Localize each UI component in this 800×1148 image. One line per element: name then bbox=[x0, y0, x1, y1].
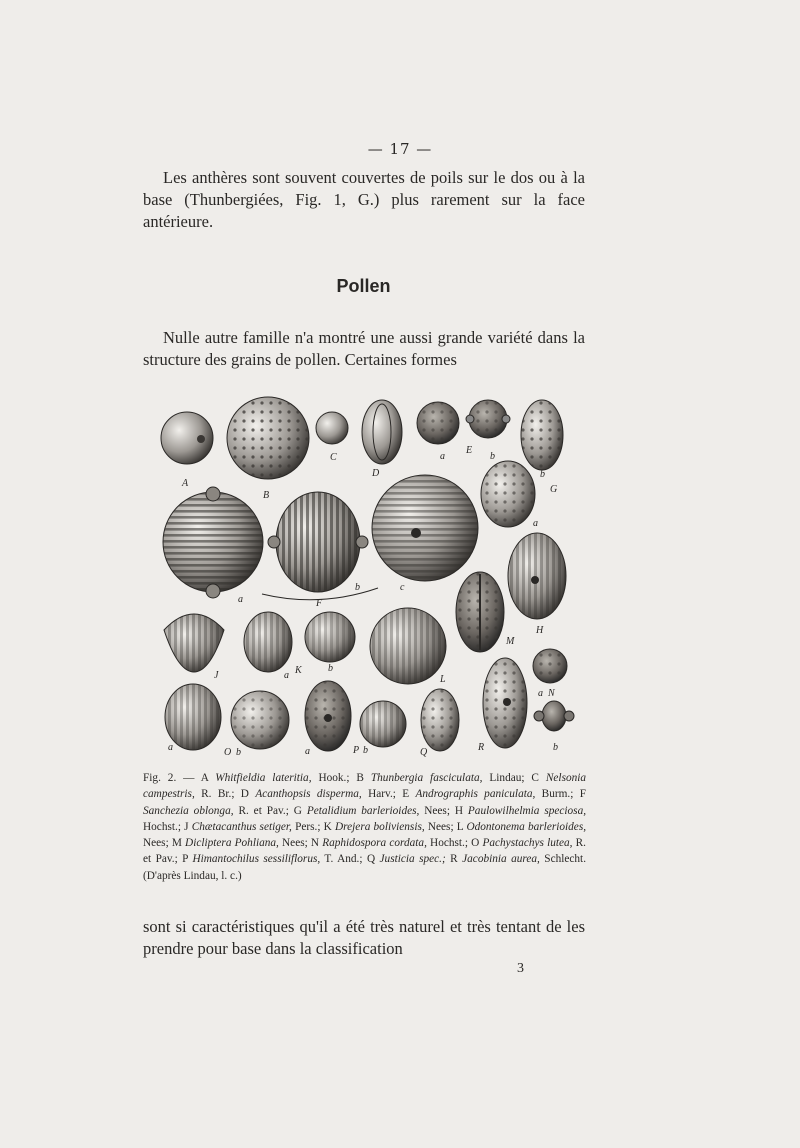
label-K-b: b bbox=[328, 663, 333, 674]
paragraph-classification: sont si caractéristiques qu'il a été très naturel et très tentant de les prendre pour base dans la classification bbox=[143, 917, 585, 958]
pollen-grain-M bbox=[456, 572, 504, 652]
signature-mark: 3 bbox=[517, 961, 524, 976]
pollen-grain-K-b bbox=[305, 612, 355, 662]
pollen-grain-J bbox=[164, 614, 224, 672]
label-N-a: a bbox=[538, 688, 543, 699]
pollen-grain-D bbox=[362, 400, 402, 464]
caption-author: Hochst.; bbox=[430, 837, 472, 850]
pollen-grain-K-a bbox=[244, 612, 292, 672]
label-N: N bbox=[548, 688, 555, 699]
caption-letter: K bbox=[323, 820, 332, 833]
caption-author: Nees; bbox=[143, 837, 172, 850]
caption-species: Whitfieldia lateritia, bbox=[215, 772, 312, 784]
caption-letter: N bbox=[310, 837, 320, 850]
caption-author: Harv.; bbox=[368, 788, 403, 801]
caption-author: R. et Pav.; bbox=[143, 837, 586, 866]
caption-species: Raphidospora cordata, bbox=[322, 837, 427, 850]
caption-author: Nees; bbox=[282, 837, 311, 850]
label-M: M bbox=[506, 636, 515, 647]
caption-letter: H bbox=[454, 804, 464, 817]
caption-species: Dicliptera Pohliana, bbox=[185, 837, 279, 850]
pollen-grain-E-b bbox=[466, 400, 510, 438]
pollen-grain-A bbox=[161, 412, 213, 464]
label-F-a: a bbox=[238, 594, 243, 605]
caption-species: Odontonema barlerioides, bbox=[466, 820, 587, 833]
caption-letter: J bbox=[184, 820, 189, 833]
caption-author: Schlecht. bbox=[544, 853, 587, 866]
pollen-grain-L bbox=[370, 608, 446, 684]
pollen-grain-C bbox=[316, 412, 348, 444]
label-H: H bbox=[536, 625, 544, 636]
section-heading-pollen: Pollen bbox=[336, 276, 391, 296]
caption-letter: G bbox=[293, 804, 302, 817]
label-E: E bbox=[466, 445, 473, 456]
label-E-b: b bbox=[490, 451, 495, 462]
label-N-b: b bbox=[553, 742, 558, 753]
caption-letter: Q bbox=[366, 853, 376, 866]
caption-species: Jacobinia aurea, bbox=[462, 853, 540, 866]
pollen-grain-Q bbox=[421, 689, 459, 751]
label-F: F bbox=[316, 598, 323, 609]
label-P-b: b bbox=[363, 745, 368, 756]
pollen-grain-G-a bbox=[481, 461, 535, 527]
pollen-grain-B bbox=[227, 397, 309, 479]
page-number: — 17 — bbox=[367, 140, 433, 158]
caption-letter: M bbox=[171, 837, 182, 850]
caption-species: Sanchezia oblonga, bbox=[143, 804, 234, 817]
label-K-a: a bbox=[284, 670, 289, 681]
label-K: K bbox=[295, 665, 302, 676]
label-Q: Q bbox=[420, 747, 428, 758]
pollen-grain-G-b bbox=[521, 400, 563, 470]
pollen-figure-plate bbox=[150, 390, 590, 765]
paragraph-anthers-text: Les anthères sont souvent couvertes de poils sur le dos ou à la base (Thunbergiées, Fig. 1, G.) plus rarement sur la face antérieure. bbox=[143, 168, 585, 231]
caption-author: Nees; bbox=[427, 820, 457, 833]
caption-author: Pers.; bbox=[295, 820, 324, 833]
pollen-grain-F-c bbox=[372, 475, 478, 581]
caption-species: Petalidium barlerioides, bbox=[306, 804, 420, 817]
label-J: J bbox=[214, 670, 219, 681]
caption-letter: L bbox=[456, 820, 464, 833]
pollen-grain-N-a bbox=[533, 649, 567, 683]
caption-author: Hochst.; bbox=[143, 820, 185, 833]
caption-species: Chætacanthus setiger, bbox=[191, 820, 292, 833]
pollen-grain-R bbox=[483, 658, 527, 748]
pollen-grain-O-a bbox=[165, 684, 221, 750]
label-F-b: b bbox=[355, 582, 360, 593]
label-G-a: a bbox=[533, 518, 538, 529]
pollen-grain-F-a bbox=[163, 487, 263, 598]
caption-author: Lindau; bbox=[489, 772, 532, 784]
caption-letter: P bbox=[182, 853, 189, 866]
pollen-grain-O-b bbox=[231, 691, 289, 749]
caption-species: Drejera boliviensis, bbox=[335, 820, 425, 833]
caption-author: R. et Pav.; bbox=[238, 804, 294, 817]
pollen-grain-P-a bbox=[305, 681, 351, 751]
caption-species: Acanthopsis disperma, bbox=[255, 788, 362, 801]
caption-species: Justicia spec.; bbox=[379, 853, 446, 866]
label-O-a: a bbox=[168, 742, 173, 753]
caption-letter: D bbox=[240, 788, 249, 801]
caption-fig: Fig. 2. — bbox=[143, 772, 195, 784]
pollen-grain-E-a bbox=[417, 402, 459, 444]
label-A: A bbox=[182, 478, 189, 489]
label-O: O bbox=[224, 747, 232, 758]
caption-species: Andrographis paniculata, bbox=[415, 788, 536, 801]
pollen-grain-P-b bbox=[360, 701, 406, 747]
label-F-c: c bbox=[400, 582, 405, 593]
label-E-a: a bbox=[440, 451, 445, 462]
label-G-b: b bbox=[540, 469, 545, 480]
label-P: P bbox=[353, 745, 360, 756]
caption-author: Burm.; bbox=[541, 788, 580, 801]
pollen-grain-N-b bbox=[534, 701, 574, 731]
paragraph-pollen-intro-text: Nulle autre famille n'a montré une aussi grande variété dans la structure des grains de pollen. Certaines formes bbox=[143, 328, 585, 369]
label-O-b: b bbox=[236, 747, 241, 758]
pollen-grain-F-b bbox=[268, 492, 368, 592]
caption-source: (D'après Lindau, l. c.) bbox=[143, 869, 242, 882]
caption-species: Nelsonia campestris, bbox=[143, 772, 587, 801]
caption-letter: C bbox=[531, 772, 539, 784]
caption-author: Hook.; bbox=[318, 772, 357, 784]
label-C: C bbox=[330, 452, 337, 463]
label-L: L bbox=[440, 674, 446, 685]
label-B: B bbox=[263, 490, 270, 501]
label-D: D bbox=[372, 468, 380, 479]
caption-author: R. Br.; bbox=[201, 788, 241, 801]
caption-letter: E bbox=[402, 788, 410, 801]
caption-author: Nees; bbox=[424, 804, 455, 817]
caption-species: Pachystachys lutea, bbox=[482, 837, 573, 850]
caption-letter: O bbox=[471, 837, 480, 850]
figure-caption bbox=[143, 770, 586, 884]
paragraph-anthers bbox=[143, 167, 585, 233]
caption-letter: A bbox=[200, 772, 209, 784]
caption-letter: B bbox=[356, 772, 364, 784]
paragraph-pollen-intro bbox=[143, 327, 585, 371]
caption-letter: F bbox=[579, 788, 586, 801]
label-R: R bbox=[478, 742, 485, 753]
label-P-a: a bbox=[305, 746, 310, 757]
caption-letter: R bbox=[450, 853, 458, 866]
caption-species: Himantochilus sessiliflorus, bbox=[192, 853, 321, 866]
caption-author: T. And.; bbox=[324, 853, 367, 866]
caption-species: Paulowilhelmia speciosa, bbox=[467, 804, 587, 817]
caption-species: Thunbergia fasciculata, bbox=[370, 772, 483, 784]
pollen-grain-H bbox=[508, 533, 566, 619]
label-G: G bbox=[550, 484, 558, 495]
